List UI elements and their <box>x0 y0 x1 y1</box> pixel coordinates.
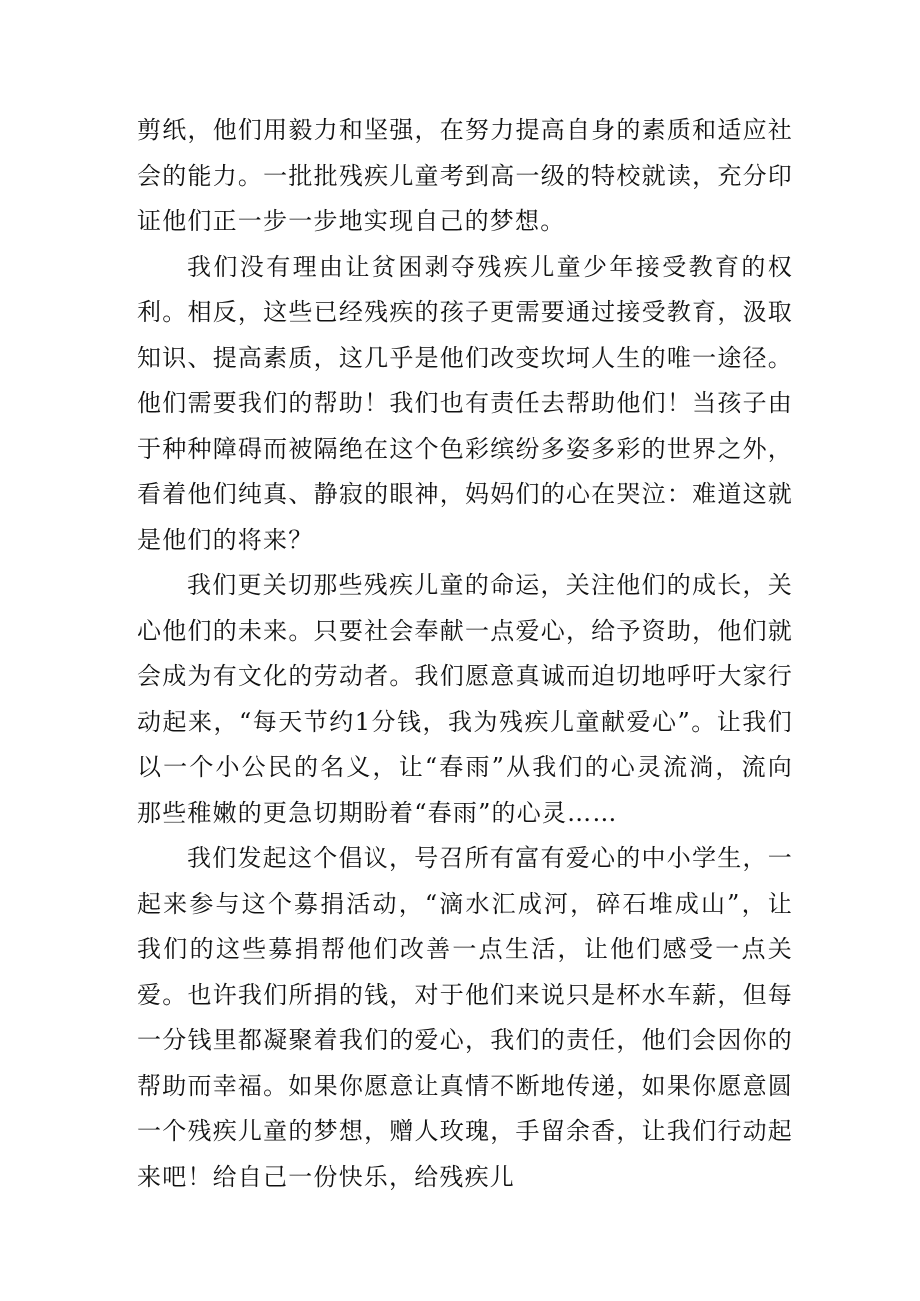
paragraph-continued: 剪纸，他们用毅力和坚强，在努力提高自身的素质和适应社会的能力。一批批残疾儿童考到高一级的特校就读，充分印证他们正一步一步地实现自己的梦想。 <box>137 116 793 235</box>
paragraph-right-to-education: 我们没有理由让贫困剥夺残疾儿童少年接受教育的权利。相反，这些已经残疾的孩子更需要通过接受教育，汲取知识、提高素质，这几乎是他们改变坎坷人生的唯一途径。他们需要我们的帮助！我们也有责任去帮助他们！当孩子由于种种障碍而被隔绝在这个色彩缤纷多姿多彩的世界之外，看着他们纯真、静寂的眼神，妈妈们的心在哭泣：难道这就是他们的将来？ <box>137 252 793 554</box>
document-body <box>137 108 793 1200</box>
paragraph-care-for-children: 我们更关切那些残疾儿童的命运，关注他们的成长，关心他们的未来。只要社会奉献一点爱心，给予资助，他们就会成为有文化的劳动者。我们愿意真诚而迫切地呼吁大家行动起来，“每天节约1分钱，我为残疾儿童献爱心”。让我们以一个小公民的名义，让“春雨”从我们的心灵流淌，流向那些稚嫩的更急切期盼着“春雨”的心灵…… <box>137 571 793 827</box>
paragraph-initiative-call: 我们发起这个倡议，号召所有富有爱心的中小学生，一起来参与这个募捐活动，“滴水汇成河，碎石堆成山”，让我们的这些募捐帮他们改善一点生活，让他们感受一点关爱。也许我们所捐的钱，对于他们来说只是杯水车薪，但每一分钱里都凝聚着我们的爱心，我们的责任，他们会因你的帮助而幸福。如果你愿意让真情不断地传递，如果你愿意圆一个残疾儿童的梦想，赠人玫瑰，手留余香，让我们行动起来吧！给自己一份快乐，给残疾儿 <box>137 844 793 1191</box>
